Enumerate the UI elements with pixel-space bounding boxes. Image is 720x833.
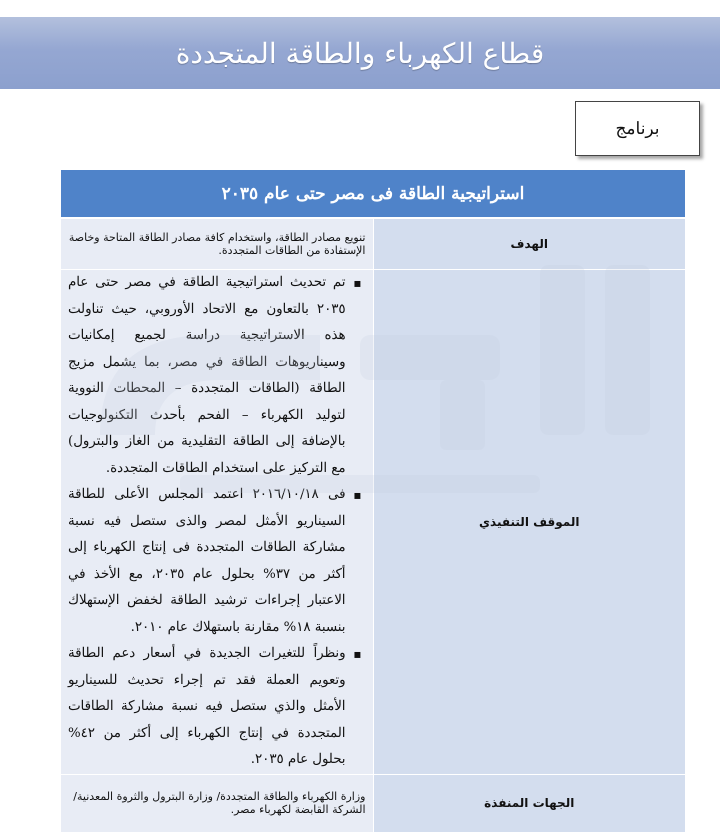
status-label: الموقف التنفيذي <box>373 270 686 775</box>
table-row <box>61 270 686 775</box>
goal-content: تنويع مصادر الطاقة، واستخدام كافة مصادر الطاقة المتاحة وخاصة الإستفادة من الطاقات المتجددة. <box>61 218 374 270</box>
table-header-row <box>61 170 686 219</box>
table-heading: استراتيجية الطاقة فى مصر حتى عام ٢٠٣٥ <box>61 170 686 219</box>
table-row <box>61 774 686 832</box>
status-bullet: ▪ تم تحديث استراتيجية الطاقة في مصر حتى عام ٢٠٣٥ بالتعاون مع الاتحاد الأوروبي، حيث تناولت هذه الاستراتيجية دراسة لجميع إمكانيات وسيناريوهات الطاقة في مصر، بما يشمل مزيج الطاقة (الطاقات المتجددة – المحطات النووية لتوليد الكهرباء – الفحم بأحدث التكنولوجيات بالإضافة إلى الطاقة التقليدية من الغاز والبترول) مع التركيز على استخدام الطاقات المتجددة. <box>68 270 362 482</box>
title-banner <box>0 17 720 89</box>
status-bullet: ▪ ونظراً للتغيرات الجديدة في أسعار دعم الطاقة وتعويم العملة فقد تم إجراء تحديث للسيناريو الأمثل والذي ستصل فيه نسبة مشاركة الطاقات المتجددة في إنتاج الكهرباء إلى أكثر من ٤٢% بحلول عام ٢٠٣٥. <box>68 641 362 774</box>
page-title: قطاع الكهرباء والطاقة المتجددة <box>175 36 545 70</box>
program-box <box>575 101 700 156</box>
entities-content: وزارة الكهرباء والطاقة المتجددة/ وزارة البترول والثروة المعدنية/ الشركة القابضة لكهرباء مصر. <box>61 774 374 832</box>
status-bullet: ▪ فى ٢٠١٦/١٠/١٨ اعتمد المجلس الأعلى للطاقة السيناريو الأمثل لمصر والذى ستصل فيه نسبة مشاركة الطاقات المتجددة فى إنتاج الكهرباء إلى أكثر من ٣٧% بحلول عام ٢٠٣٥، مع الأخذ في الاعتبار إجراءات ترشيد الطاقة لخفض الإستهلاك بنسبة ١٨% مقارنة باستهلاك عام ٢٠١٠. <box>68 482 362 641</box>
status-bullet-list <box>68 270 366 774</box>
strategy-table <box>60 169 686 833</box>
entities-label: الجهات المنفذة <box>373 774 686 832</box>
status-content <box>61 270 374 775</box>
table-row <box>61 218 686 270</box>
goal-label: الهدف <box>373 218 686 270</box>
program-label: برنامج <box>615 118 660 139</box>
